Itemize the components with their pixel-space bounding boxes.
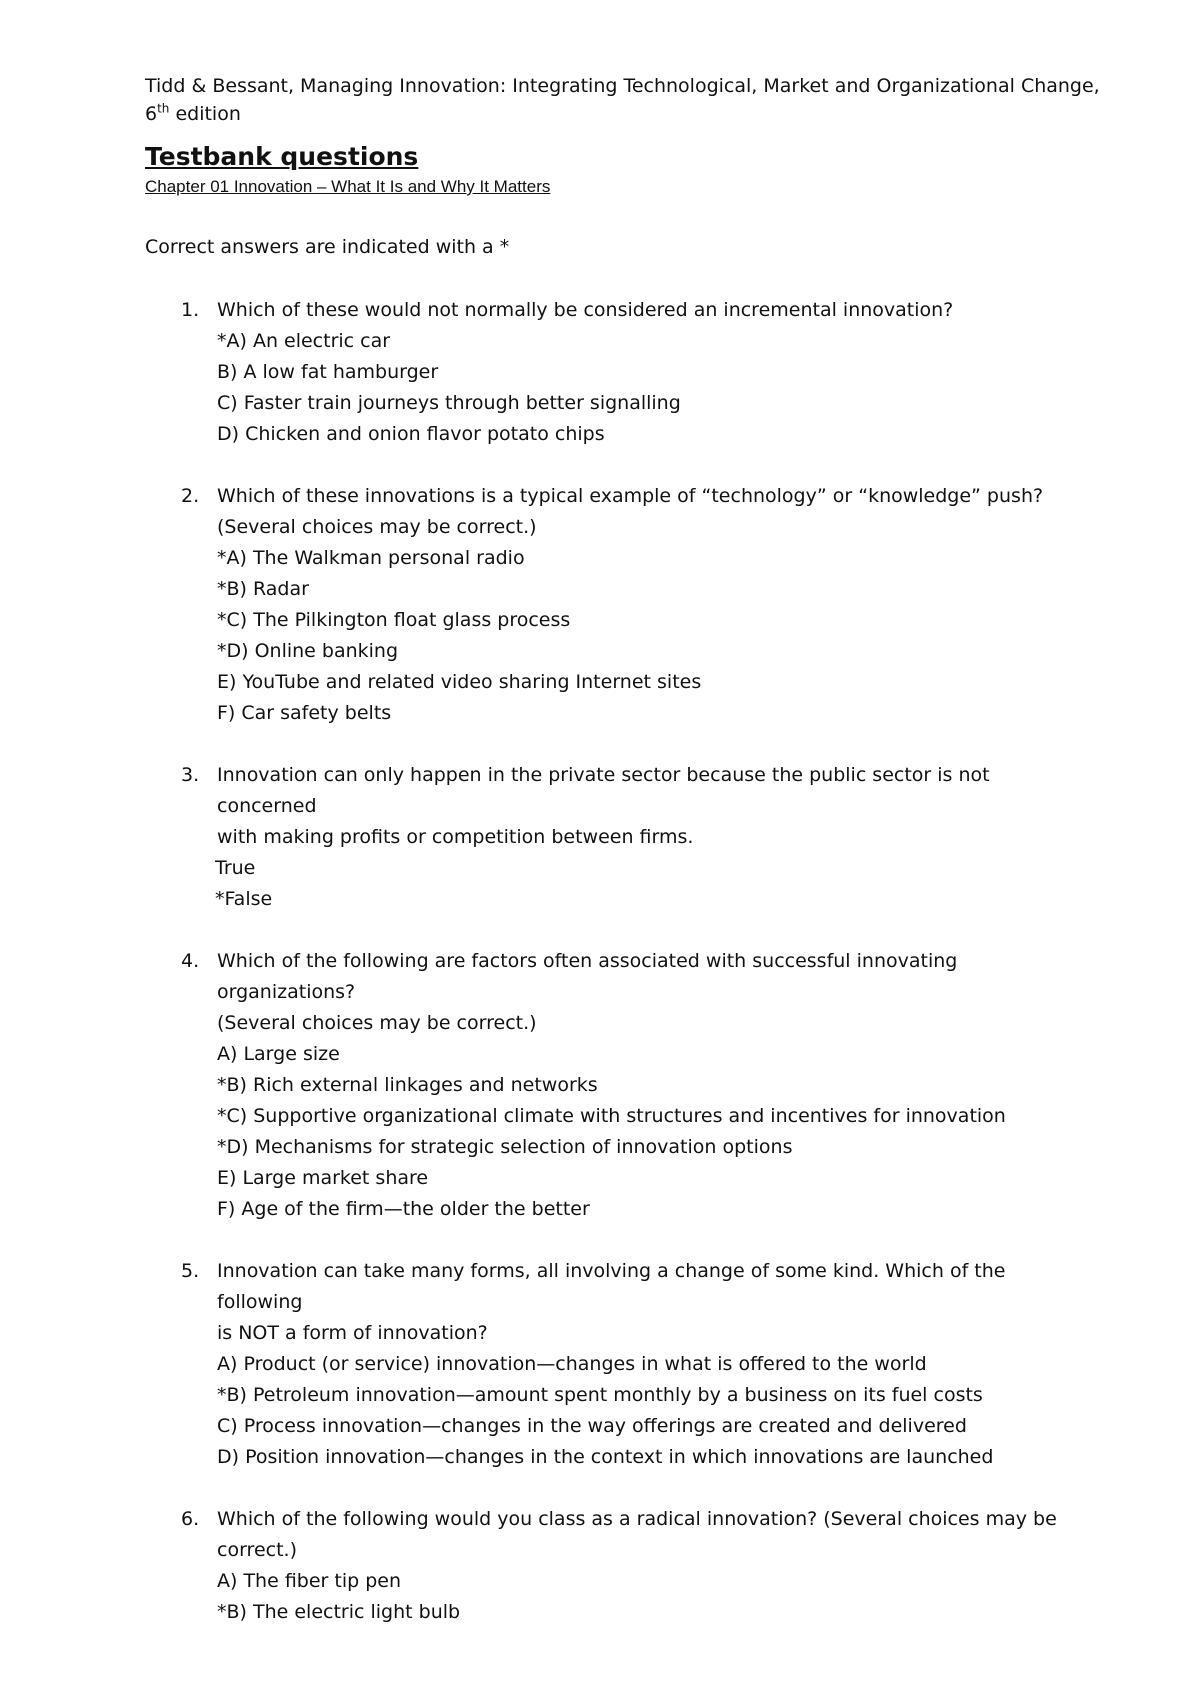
answer-option: *D) Mechanisms for strategic selection of innovation options	[217, 1136, 793, 1158]
question-item	[145, 760, 1075, 915]
answer-option: *B) Rich external linkages and networks	[217, 1074, 598, 1096]
question-text: correct.)	[217, 1539, 297, 1561]
question-number: 1.	[181, 299, 200, 321]
answer-option: A) Product (or service) innovation—changes in what is offered to the world	[217, 1353, 927, 1375]
question-text: (Several choices may be correct.)	[217, 516, 537, 538]
question-list	[145, 295, 1075, 1628]
answer-option: E) Large market share	[217, 1167, 429, 1189]
question-text: Which of these innovations is a typical example of “technology” or “knowledge” push?	[217, 485, 1044, 507]
answer-option: *A) An electric car	[217, 330, 391, 352]
question-text: Which of the following are factors often associated with successful innovating organizations?	[217, 950, 958, 1003]
answer-option: D) Chicken and onion flavor potato chips	[217, 423, 605, 445]
answer-option: A) Large size	[217, 1043, 340, 1065]
answer-option: *B) Radar	[217, 578, 309, 600]
question-number: 6.	[181, 1508, 200, 1530]
question-text: (Several choices may be correct.)	[217, 1012, 537, 1034]
question-number: 5.	[181, 1260, 200, 1282]
answer-option: *A) The Walkman personal radio	[217, 547, 525, 569]
question-item	[145, 1256, 1075, 1473]
question-number: 4.	[181, 950, 200, 972]
answer-option: *D) Online banking	[217, 640, 399, 662]
question-text: Which of these would not normally be considered an incremental innovation?	[217, 299, 954, 321]
question-text: Innovation can only happen in the private sector because the public sector is not concerned	[217, 764, 990, 817]
question-text: is NOT a form of innovation?	[217, 1322, 488, 1344]
answer-option: B) A low fat hamburger	[217, 361, 439, 383]
answer-option: *B) Petroleum innovation—amount spent monthly by a business on its fuel costs	[217, 1384, 983, 1406]
edition-word: edition	[169, 103, 241, 125]
book-citation-line1: Tidd & Bessant, Managing Innovation: Integrating Technological, Market and Organizational Change,	[145, 75, 1100, 97]
answer-option: True	[215, 857, 256, 879]
question-item	[145, 1504, 1075, 1628]
answer-option: C) Process innovation—changes in the way offerings are created and delivered	[217, 1415, 967, 1437]
answer-option: *False	[215, 888, 273, 910]
question-item	[145, 481, 1075, 729]
question-number: 3.	[181, 764, 200, 786]
question-item	[145, 946, 1075, 1225]
edition-superscript: th	[157, 101, 170, 116]
question-item	[145, 295, 1075, 450]
answer-option: *C) Supportive organizational climate with structures and incentives for innovation	[217, 1105, 1006, 1127]
answer-key-note: Correct answers are indicated with a *	[145, 236, 510, 258]
edition-number: 6	[145, 103, 158, 125]
answer-option: F) Car safety belts	[217, 702, 392, 724]
question-number: 2.	[181, 485, 200, 507]
answer-option: C) Faster train journeys through better signalling	[217, 392, 681, 414]
answer-option: F) Age of the firm—the older the better	[217, 1198, 590, 1220]
answer-option: A) The fiber tip pen	[217, 1570, 402, 1592]
chapter-heading: Chapter 01 Innovation – What It Is and Why It Matters	[145, 177, 551, 196]
question-text: Which of the following would you class as a radical innovation? (Several choices may be	[217, 1508, 1057, 1530]
document-page	[145, 72, 1100, 1659]
answer-option: *B) The electric light bulb	[217, 1601, 461, 1623]
answer-option: *C) The Pilkington float glass process	[217, 609, 571, 631]
answer-option: E) YouTube and related video sharing Internet sites	[217, 671, 702, 693]
question-text: Innovation can take many forms, all involving a change of some kind. Which of the following	[217, 1260, 1006, 1313]
question-text: with making profits or competition between firms.	[217, 826, 694, 848]
book-citation-edition	[145, 100, 1075, 128]
answer-option: D) Position innovation—changes in the context in which innovations are launched	[217, 1446, 994, 1468]
page-title: Testbank questions	[145, 142, 419, 171]
